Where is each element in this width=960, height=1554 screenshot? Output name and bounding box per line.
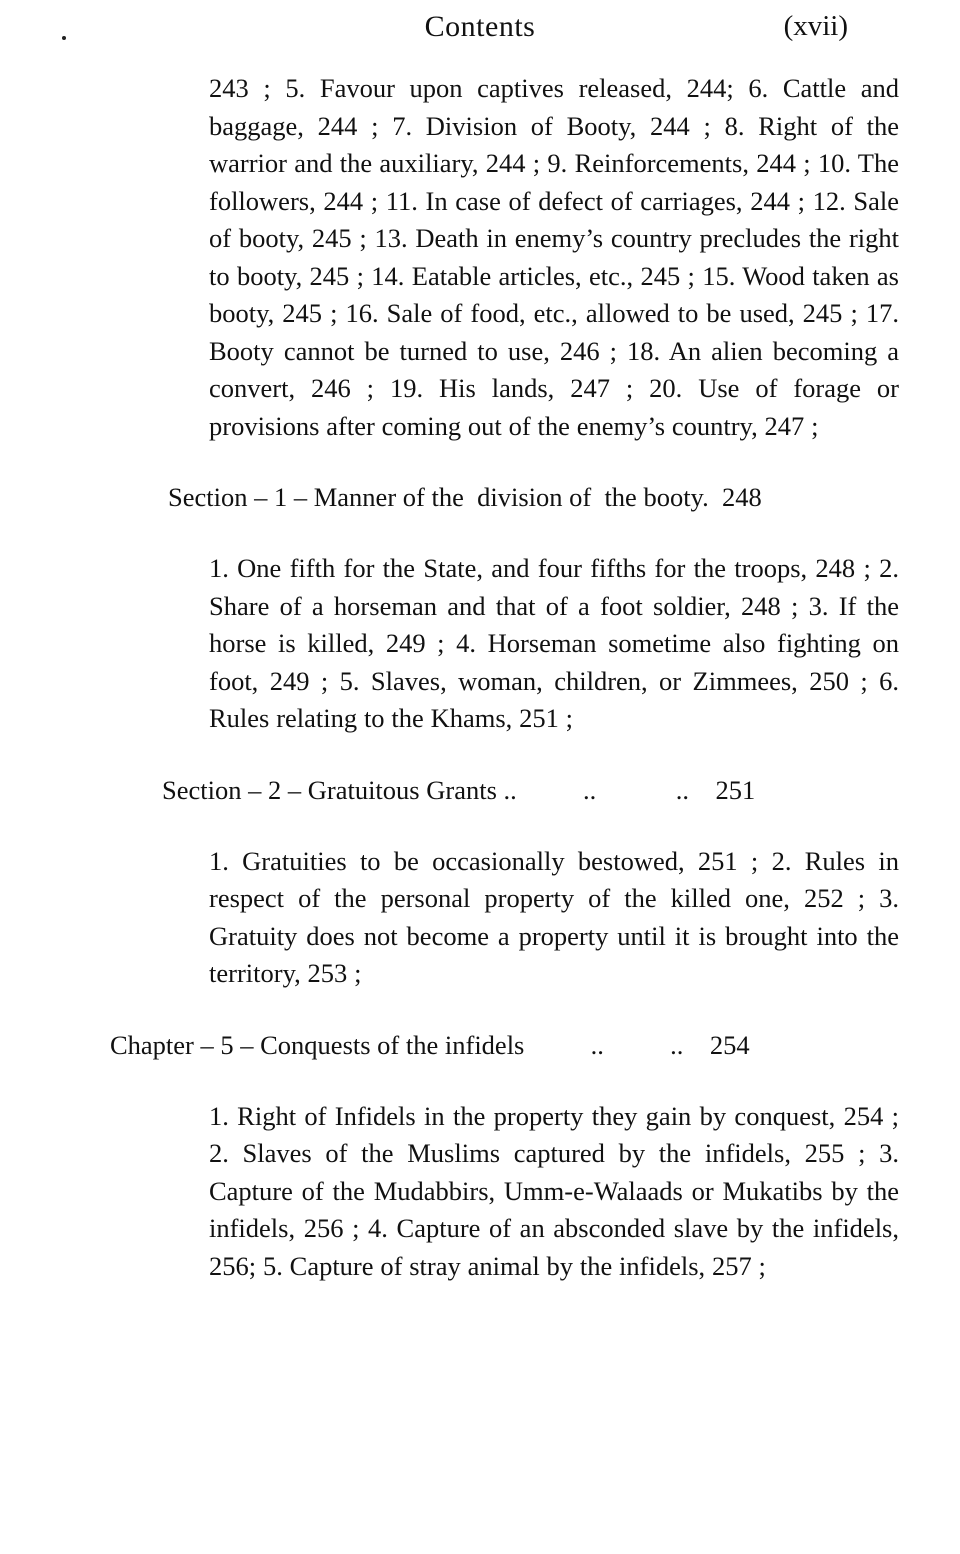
page-title: Contents xyxy=(424,10,536,43)
contents-entry-section-2[interactable]: Section – 2 – Gratuitous Grants .. .. .. 251 xyxy=(162,774,756,805)
contents-note-block: 243 ; 5. Favour upon captives released, 244; 6. Cattle and baggage, 244 ; 7. Division of Booty, 244 ; 8. Right of the warrior and the auxiliary, 244 ; 9. Reinforcements, 244 ; 10. The followers, 244 ; 11. In case of defect of carriages, 244 ; 12. Sale of booty, 245 ; 13. Death in enemy’s country precludes the right to booty, 245 ; 14. Eatable articles, etc., 245 ; 15. Wood taken as booty, 245 ; 16. Sale of food, etc., allowed to be used, 245 ; 17. Booty cannot be turned to use, 246 ; 18. An alien becoming a convert, 246 ; 19. His lands, 247 ; 20. Use of forage or provisions after coming out of the enemy’s country, 247 ; xyxy=(209,73,899,441)
spacer xyxy=(0,516,960,550)
spacer xyxy=(0,809,960,843)
page-number: (xvii) xyxy=(783,10,848,42)
spacer xyxy=(0,445,960,479)
contents-note-block: 1. Gratuities to be occasionally bestowed, 251 ; 2. Rules in respect of the personal property of the killed one, 252 ; 3. Gratuity does not become a property until it is brought into the territory, 253 ; xyxy=(209,845,899,988)
spacer xyxy=(0,738,960,772)
spacer xyxy=(0,1064,960,1098)
contents-note-block: 1. One fifth for the State, and four fifths for the troops, 248 ; 2. Share of a horseman and that of a foot soldier, 248 ; 3. If the horse is killed, 249 ; 4. Horseman sometime also fighting on foot, 249 ; 5. Slaves, woman, children, or Zimmees, 250 ; 6. Rules relating to the Khams, 251 ; xyxy=(209,553,899,733)
contents-entry-chapter-5[interactable]: Chapter – 5 – Conquests of the infidels .. .. 254 xyxy=(110,1029,750,1060)
contents-entry-section-1[interactable]: Section – 1 – Manner of the division of the booty. 248 xyxy=(168,482,762,512)
page-header xyxy=(0,6,960,58)
contents-body xyxy=(0,70,960,1285)
spacer xyxy=(0,993,960,1027)
contents-note-block: 1. Right of Infidels in the property they gain by conquest, 254 ; 2. Slaves of the Muslims captured by the infidels, 255 ; 3. Capture of the Mudabbirs, Umm-e-Walaads or Mukatibs by the infidels, 256 ; 4. Capture of an absconded slave by the infidels, 256; 5. Capture of stray animal by the infidels, 257 ; xyxy=(209,1100,899,1281)
